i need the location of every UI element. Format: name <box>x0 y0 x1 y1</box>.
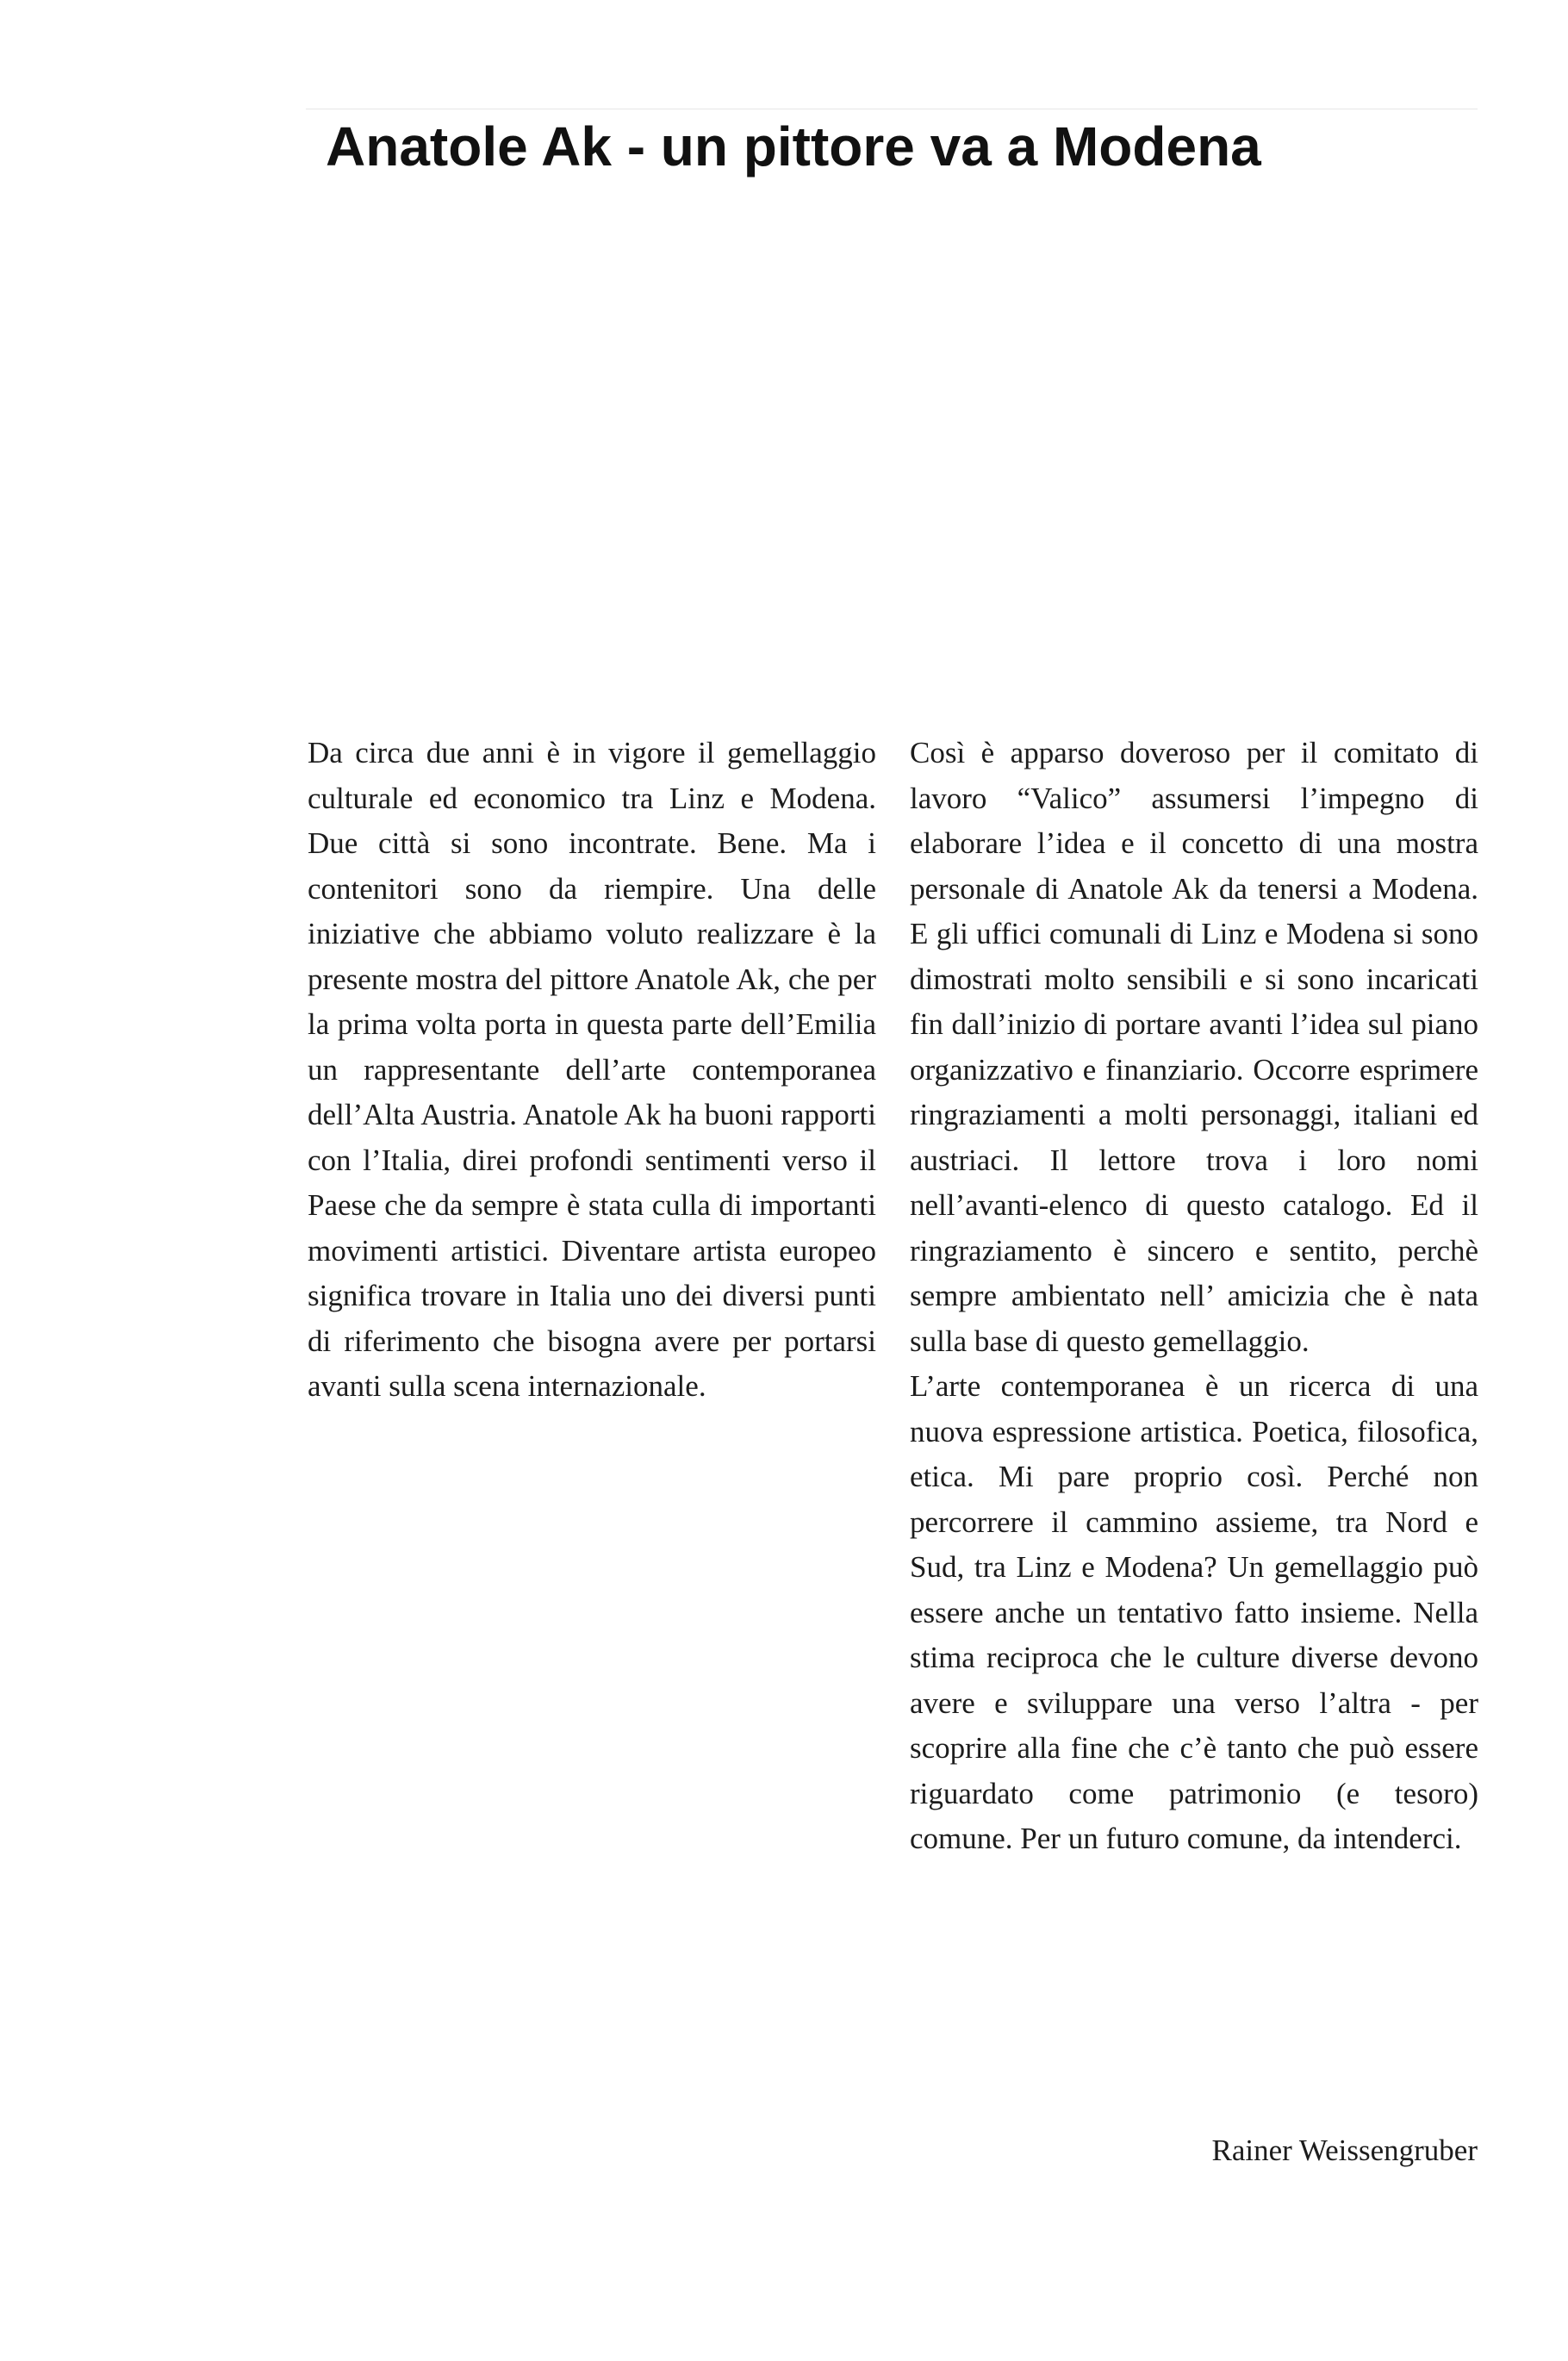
article-title: Anatole Ak - un pittore va a Modena <box>326 115 1261 178</box>
author-signature: Rainer Weissengruber <box>1211 2134 1478 2167</box>
left-column <box>308 731 876 1410</box>
right-column-paragraph-2: L’arte contemporanea è un ricerca di una nuova espressione artistica. Poetica, filosofica, etica. Mi pare proprio così. Perché non percorrere il cammino assieme, tra Nord e Sud, tra Linz e Modena? Un gemellaggio può essere anche un tentativo fatto insieme. Nella stima reciproca che le culture diverse devono avere e sviluppare una verso l’altra - per scoprire alla fine che c’è tanto che può essere riguardato come patrimonio (e tesoro) comune. Per un futuro comune, da intenderci. <box>910 1369 1478 1855</box>
left-column-paragraph: Da circa due anni è in vigore il gemellaggio culturale ed economico tra Linz e Modena. Due città si sono incontrate. Bene. Ma i contenitori sono da riempire. Una delle iniziative che abbiamo voluto realizzare è la presente mostra del pittore Anatole Ak, che per la prima volta porta in questa parte dell’Emilia un rappresentante dell’arte contemporanea dell’Alta Austria. Anatole Ak ha buoni rapporti con l’Italia, direi profondi sentimenti verso il Paese che da sempre è stata culla di importanti movimenti artistici. Diventare artista europeo significa trovare in Italia uno dei diversi punti di riferimento che bisogna avere per portarsi avanti sulla scena internazionale. <box>308 736 877 1403</box>
right-column-paragraph-1: Così è apparso doveroso per il comitato di lavoro “Valico” assumersi l’impegno di elaborare l’idea e il concetto di una mostra personale di Anatole Ak da tenersi a Modena. E gli uffici comunali di Linz e Modena si sono dimostrati molto sensibili e si sono incaricati fin dall’inizio di portare avanti l’idea sul piano organizzativo e finanziario. Occorre esprimere ringraziamenti a molti personaggi, italiani ed austriaci. Il lettore trova i loro nomi nell’avanti-elenco di questo catalogo. Ed il ringraziamento è sincero e sentito, perchè sempre ambientato nell’ amicizia che è nata sulla base di questo gemellaggio. <box>910 736 1478 1358</box>
right-column <box>910 731 1478 1862</box>
